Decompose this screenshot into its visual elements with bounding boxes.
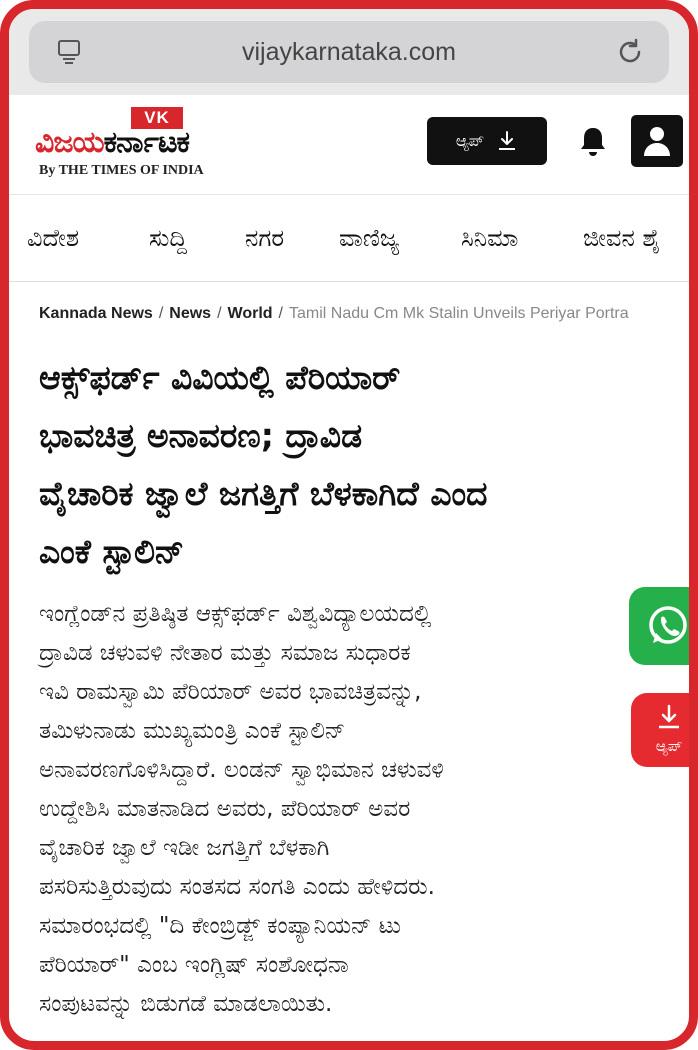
- body-line: ದ್ರಾವಿಡ ಚಳುವಳಿ ನೇತಾರ ಮತ್ತು ಸಮಾಜ ಸುಧಾರಕ: [39, 640, 411, 666]
- breadcrumb-kannada-news[interactable]: Kannada News: [39, 305, 153, 322]
- nav-item-jeevana-shaili[interactable]: ಜೀವನ ಶೈ: [583, 224, 661, 252]
- body-line: ಪೆರಿಯಾರ್" ಎಂಬ ಇಂಗ್ಲಿಷ್‌ ಸಂಶೋಧನಾ: [39, 952, 349, 978]
- headline-line: ಆಕ್ಸ್‌ಫರ್ಡ್‌ ವಿವಿಯಲ್ಲಿ ಪೆರಿಯಾರ್: [39, 358, 401, 397]
- headline-line: ಎಂಕೆ ಸ್ಟಾಲಿನ್: [39, 532, 185, 571]
- download-icon: [655, 703, 683, 731]
- browser-toolbar: [9, 9, 689, 95]
- nav-item-suddi[interactable]: ಸುದ್ದಿ: [149, 224, 188, 252]
- breadcrumb-current: Tamil Nadu Cm Mk Stalin Unveils Periyar Portra: [289, 305, 629, 322]
- floating-app-label: ಆ್ಯಪ್: [655, 737, 683, 755]
- headline-line: ವೈಚಾರಿಕ ಜ್ವಾಲೆ ಜಗತ್ತಿಗೆ ಬೆಳಕಾಗಿದೆ ಎಂದ: [39, 474, 488, 513]
- body-line: ಅನಾವರಣಗೊಳಿಸಿದ್ದಾರೆ. ಲಂಡನ್‌ ಸ್ವಾಭಿಮಾನ ಚಳುವಳಿ: [39, 757, 444, 783]
- breadcrumb-separator: /: [217, 305, 222, 322]
- body-line: ಉದ್ದೇಶಿಸಿ ಮಾತನಾಡಿದ ಅವರು, ಪೆರಿಯಾರ್‌ ಅವರ: [39, 796, 411, 822]
- breadcrumb-separator: /: [278, 305, 283, 322]
- nav-item-cinema[interactable]: ಸಿನಿಮಾ: [461, 224, 519, 252]
- breadcrumb-news[interactable]: News: [169, 305, 212, 322]
- floating-app-download-button[interactable]: [631, 693, 698, 767]
- body-line: ಇಂಗ್ಲೆಂಡ್‌ನ ಪ್ರತಿಷ್ಠಿತ ಆಕ್ಸ್‌ಫರ್ಡ್‌ ವಿಶ್ವವಿದ್ಯಾಲಯದಲ್ಲಿ: [39, 601, 432, 627]
- app-download-button[interactable]: [427, 117, 547, 165]
- logo-name-red: ವಿಜಯ: [35, 125, 104, 160]
- logo-badge: VK: [131, 107, 183, 129]
- body-line: ಪಸರಿಸುತ್ತಿರುವುದು ಸಂತಸದ ಸಂಗತಿ ಎಂದು ಹೇಳಿದರು.: [39, 874, 435, 900]
- logo-name: [35, 125, 189, 160]
- download-icon: [496, 130, 518, 152]
- article-body: [39, 595, 689, 1024]
- body-line: ವೈಚಾರಿಕ ಜ್ವಾಲೆ ಇಡೀ ಜಗತ್ತಿಗೆ ಬೆಳಕಾಗಿ: [39, 835, 330, 861]
- whatsapp-share-button[interactable]: [629, 587, 698, 665]
- nav-item-nagara[interactable]: ನಗರ: [245, 224, 285, 252]
- body-line: ಸಮಾರಂಭದಲ್ಲಿ "ದಿ ಕೇಂಬ್ರಿಡ್ಜ್‌ ಕಂಪ್ಯಾನಿಯನ್‌ ಟು: [39, 913, 401, 939]
- site-logo[interactable]: [35, 107, 275, 179]
- url-text[interactable]: vijaykarnataka.com: [242, 38, 456, 66]
- notification-bell-icon[interactable]: [577, 125, 609, 159]
- article-headline: [39, 349, 689, 581]
- headline-line: ಭಾವಚಿತ್ರ ಅನಾವರಣ; ದ್ರಾವಿಡ: [39, 416, 363, 455]
- logo-tagline: By THE TIMES OF INDIA: [39, 163, 204, 178]
- site-header: [9, 95, 689, 195]
- category-nav: [9, 196, 689, 282]
- nav-item-videsha[interactable]: ವಿದೇಶ: [27, 224, 80, 252]
- nav-item-vanijya[interactable]: ವಾಣಿಜ್ಯ: [339, 224, 400, 252]
- address-bar[interactable]: [29, 21, 669, 83]
- app-button-label: ಆ್ಯಪ್: [455, 131, 485, 150]
- body-line: ತಮಿಳುನಾಡು ಮುಖ್ಯಮಂತ್ರಿ ಎಂಕೆ ಸ್ಟಾಲಿನ್: [39, 718, 346, 744]
- logo-name-black: ಕರ್ನಾಟಕ: [103, 125, 190, 160]
- user-account-button[interactable]: [631, 115, 683, 167]
- breadcrumb-separator: /: [158, 305, 164, 322]
- whatsapp-icon: [645, 603, 691, 649]
- body-line: ಸಂಪುಟವನ್ನು ಬಿಡುಗಡೆ ಮಾಡಲಾಯಿತು.: [39, 991, 333, 1017]
- reload-icon[interactable]: [615, 37, 645, 67]
- breadcrumb: [39, 305, 629, 323]
- breadcrumb-world[interactable]: World: [227, 305, 273, 322]
- body-line: ಇವಿ ರಾಮಸ್ವಾಮಿ ಪೆರಿಯಾರ್‌ ಅವರ ಭಾವಚಿತ್ರವನ್ನು,: [39, 679, 422, 705]
- user-icon: [642, 125, 672, 157]
